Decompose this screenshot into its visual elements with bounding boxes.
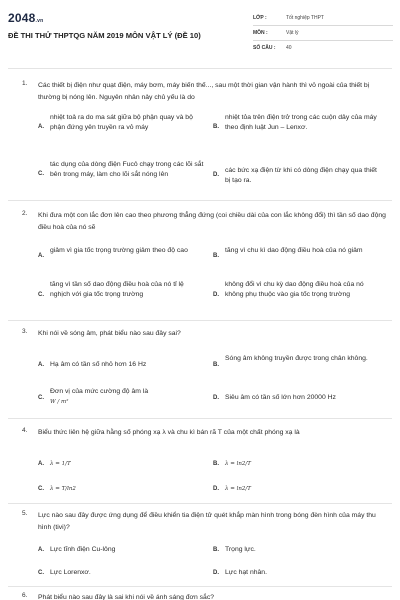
option-text: Lực tĩnh điện Cu-lông <box>50 546 116 553</box>
option-letter: A. <box>38 253 44 259</box>
meta-class-label: LỚP : <box>253 15 267 21</box>
meta-subject-label: MÔN : <box>253 30 268 36</box>
option-letter: C. <box>38 570 44 576</box>
question-text: Khi nói về sóng âm, phát biểu nào sau đây sai? <box>38 330 181 337</box>
option-text: Lực hạt nhân. <box>225 569 267 576</box>
question-text: Khi đưa một con lắc đơn lên cao theo phương thẳng đứng (coi chiều dài của con lắc không đổi) thì tần số dao động điều hoà của nó sẽ <box>38 212 386 231</box>
meta-divider <box>253 40 393 41</box>
option-letter: A. <box>38 362 44 368</box>
question-number: 1. <box>22 80 28 87</box>
option-formula: λ = T/ln2 <box>50 486 76 492</box>
option-text <box>50 387 205 407</box>
option-text: Siêu âm có tần số lớn hơn 20000 Hz <box>225 394 336 401</box>
site-logo[interactable] <box>8 11 43 25</box>
question-text: Các thiết bị điện như quạt điện, máy bơm, máy biến thế..., sau một thời gian vận hành thì vỏ ngoài của thiết bị thường bị nóng lên. Nguyên nhân nảy chủ yếu là do <box>38 82 370 101</box>
option-letter: C. <box>38 292 44 298</box>
option-text: Lực Lorenxơ. <box>50 569 91 576</box>
option-letter: A. <box>38 547 44 553</box>
question-text: Biểu thức liên hệ giữa hằng số phóng xạ λ và chu kì bán rã T của một chất phóng xạ là <box>38 429 300 436</box>
option-text: các bức xạ điện từ khi có dòng điện chạy qua thiết bị tạo ra. <box>225 167 377 184</box>
option-text: Sóng âm không truyền được trong chân không. <box>225 355 368 362</box>
option-text: tăng vì chu kì dao động điều hoà của nó giảm <box>225 247 363 254</box>
meta-class-value: Tốt nghiệp THPT <box>286 15 324 21</box>
question-divider <box>8 503 392 504</box>
option-formula: λ = ln2/T <box>225 461 251 467</box>
option-letter: B. <box>213 362 219 368</box>
option-text: tăng vì tần số dao động điều hoà của nó tỉ lệ nghịch với gia tốc trọng trường <box>50 281 184 298</box>
logo-suffix: .vn <box>35 18 44 24</box>
question-divider <box>8 200 392 201</box>
option-letter: C. <box>38 395 44 401</box>
question-divider <box>8 418 392 419</box>
option-text: Trọng lực. <box>225 546 256 553</box>
question-number: 5. <box>22 510 28 517</box>
exam-title: ĐỀ THI THỬ THPTQG NĂM 2019 MÔN VẬT LÝ (ĐỀ 10) <box>8 31 201 40</box>
option-letter: D. <box>213 292 219 298</box>
question-text: Phát biểu nào sau đây là sai khi nói về ánh sáng đơn sắc? <box>38 594 215 600</box>
option-letter: B. <box>213 461 219 467</box>
question-text: Lực nào sau đây được ứng dụng để điều khiển tia điện tử quét khắp màn hình trong bóng đèn hình của máy thu hình (tivi)? <box>38 512 376 531</box>
option-formula: W / m² <box>50 399 69 405</box>
option-text: tác dụng của dòng điện Fucô chạy trong các lõi sắt bên trong máy, làm cho lõi sắt nóng lên <box>50 161 204 178</box>
option-text: giảm vì gia tốc trọng trường giảm theo độ cao <box>50 247 188 254</box>
logo-main: 2048 <box>8 11 36 25</box>
option-formula: λ = ln2/T <box>225 486 251 492</box>
question-divider <box>8 586 392 587</box>
option-text: nhiệt tỏa trên điện trở trong các cuộn dây của máy theo định luật Jun – Lenxơ. <box>225 114 377 131</box>
option-letter: D. <box>213 486 219 492</box>
option-formula: λ = 1/T <box>50 461 71 467</box>
option-text: không đổi vì chu kỳ dao động điều hoà của nó không phụ thuộc vào gia tốc trọng trường <box>225 281 364 298</box>
option-text: Hạ âm có tần số nhỏ hơn 16 Hz <box>50 361 147 368</box>
question-number: 3. <box>22 328 28 335</box>
meta-count-label: SỐ CÂU : <box>253 45 276 51</box>
meta-divider <box>253 25 393 26</box>
header-divider <box>8 68 392 69</box>
option-letter: B. <box>213 124 219 130</box>
question-number: 6. <box>22 592 28 599</box>
option-letter: B. <box>213 547 219 553</box>
meta-subject-value: Vật lý <box>286 30 299 36</box>
option-letter: D. <box>213 570 219 576</box>
option-text-label: Đơn vị của mức cường độ âm là <box>50 388 149 395</box>
option-letter: A. <box>38 124 44 130</box>
option-text: nhiệt toả ra do ma sát giữa bộ phận quay và bộ phận đứng yên truyền ra vỏ máy <box>50 114 193 131</box>
option-letter: D. <box>213 172 219 178</box>
option-letter: A. <box>38 461 44 467</box>
question-number: 4. <box>22 427 28 434</box>
question-number: 2. <box>22 210 28 217</box>
option-letter: C. <box>38 486 44 492</box>
meta-count-value: 40 <box>286 45 292 51</box>
option-letter: C. <box>38 171 44 177</box>
option-letter: D. <box>213 395 219 401</box>
question-divider <box>8 320 392 321</box>
option-letter: B. <box>213 253 219 259</box>
